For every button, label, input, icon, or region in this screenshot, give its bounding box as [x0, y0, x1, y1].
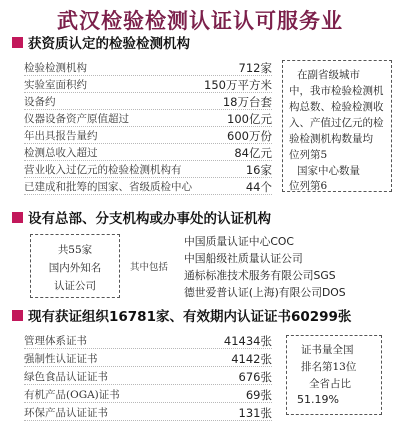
org-item: 中国质量认证中心COC — [184, 235, 294, 248]
note-line: 证书量全国 — [301, 344, 354, 356]
certificate-value: 41434张 — [223, 333, 272, 348]
stat-value: 44个 — [245, 179, 272, 194]
certificate-row — [24, 351, 272, 367]
note-line: 全省占比 — [309, 378, 351, 390]
note-line: 在副省级城市 — [297, 69, 360, 81]
note-line: 排名第13位 — [301, 361, 357, 373]
org-item: 德世爱普认证(上海)有限公司DOS — [184, 286, 346, 299]
box-line: 国内外知名 — [48, 262, 102, 274]
certificate-value: 69张 — [245, 387, 272, 402]
stat-label: 检验检测机构 — [24, 62, 87, 74]
certificate-label: 强制性认证证书 — [24, 353, 98, 365]
note-line: 中，我市检验检测机 — [289, 85, 384, 97]
stat-value: 150万平方米 — [204, 77, 272, 92]
stat-value: 84亿元 — [234, 145, 272, 160]
certificate-row — [24, 369, 272, 385]
square-bullet-icon — [12, 37, 23, 48]
stat-row — [24, 77, 272, 93]
certification-count-box — [30, 234, 120, 298]
note-line: 位列第6 — [289, 180, 328, 192]
square-bullet-icon — [12, 310, 23, 321]
org-item: 中国船级社质量认证公司 — [184, 252, 303, 265]
page-title: 武汉检验检测认证认可服务业 — [57, 8, 343, 33]
stat-label: 检测总收入超过 — [24, 147, 98, 159]
note-line: 入、产值过亿元的检 — [289, 117, 384, 129]
include-label: 其中包括 — [130, 262, 169, 273]
square-bullet-icon — [12, 212, 23, 223]
note-line: 位列第5 — [289, 149, 328, 161]
stat-row — [24, 145, 272, 161]
stat-value: 712家 — [238, 60, 272, 75]
section1-heading — [12, 33, 190, 51]
stat-label: 年出具报告量约 — [24, 130, 98, 142]
section2-heading — [12, 208, 271, 226]
certificate-label: 绿色食品认证证书 — [24, 371, 108, 383]
section2-heading-text: 设有总部、分支机构或办事处的认证机构 — [28, 211, 271, 227]
section3-heading-text: 现有获证组织16781家、有效期内认证证书60299张 — [28, 309, 352, 325]
stat-value: 100亿元 — [227, 111, 272, 126]
ranking-note-box — [282, 60, 392, 192]
certificate-value: 131张 — [238, 405, 272, 420]
stat-label: 设备约 — [24, 96, 56, 108]
stat-label: 已建成和批筹的国家、省级质检中心 — [24, 181, 192, 193]
certificate-row — [24, 333, 272, 349]
certificate-label: 环保产品认证证书 — [24, 407, 108, 419]
note-line: 验检测机构数量均 — [289, 133, 373, 145]
stat-value: 18万台套 — [222, 94, 272, 109]
certificate-value: 4142张 — [231, 351, 272, 366]
stat-label: 仪器设备资产原值超过 — [24, 113, 129, 125]
stat-row — [24, 128, 272, 144]
note-line: 51.19% — [297, 393, 339, 406]
org-item: 通标标准技术服务有限公司SGS — [184, 269, 336, 282]
stat-row — [24, 162, 272, 178]
stat-row — [24, 60, 272, 76]
national-ranking-box — [286, 335, 382, 415]
certificate-row — [24, 387, 272, 403]
section3-heading — [12, 306, 351, 324]
note-line: 构总数、检验检测收 — [289, 101, 384, 113]
stat-value: 600万份 — [227, 128, 272, 143]
stat-row — [24, 111, 272, 127]
certificate-label: 管理体系证书 — [24, 335, 87, 347]
stat-row — [24, 94, 272, 110]
note-line: 国家中心数量 — [297, 165, 360, 177]
certificate-row — [24, 405, 272, 421]
certificate-label: 有机产品(OGA)证书 — [24, 389, 120, 401]
stat-label: 营业收入过亿元的检验检测机构有 — [24, 164, 182, 176]
stat-row — [24, 179, 272, 195]
stat-value: 16家 — [245, 162, 272, 177]
box-line: 认证公司 — [54, 280, 96, 292]
box-line: 共55家 — [57, 244, 93, 256]
stat-label: 实验室面积约 — [24, 79, 87, 91]
section1-heading-text: 获资质认定的检验检测机构 — [28, 36, 190, 52]
certificate-value: 676张 — [238, 369, 272, 384]
